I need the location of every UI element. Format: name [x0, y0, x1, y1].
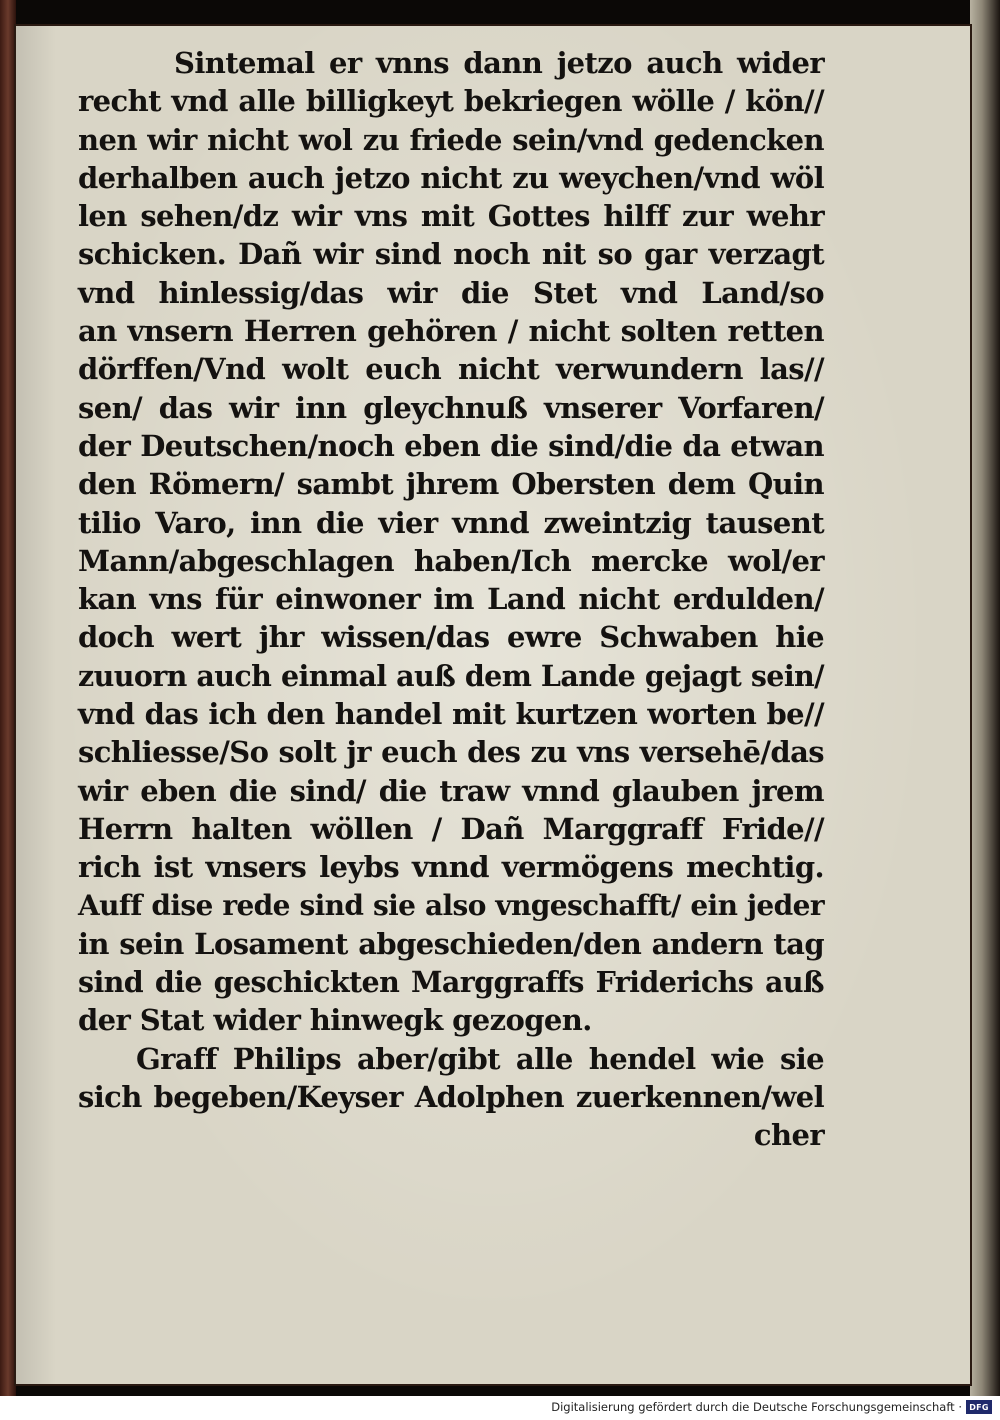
text-line: rich ist vnsers leybs vnnd vermögens mechtig. — [78, 850, 824, 885]
page-edge — [970, 0, 1000, 1396]
text-line: der Stat wider hinwegk gezogen. — [78, 1003, 592, 1038]
text-line: Graff Philips aber/gibt alle hendel wie sie — [136, 1041, 824, 1076]
text-line: Sintemal er vnns dann jetzo auch wider — [174, 46, 824, 80]
text-line: wir eben die sind/ die traw vnnd glauben jrem — [78, 773, 824, 808]
text-line: der Deutschen/noch eben die sind/die da etwan — [78, 428, 824, 463]
text-line: sich begeben/Keyser Adolphen zuerkennen/wel — [78, 1080, 824, 1115]
digitization-footer — [0, 1396, 1000, 1420]
text-line: vnd das ich den handel mit kurtzen worten be// — [78, 697, 824, 732]
book-spine — [0, 0, 16, 1396]
text-line: len sehen/dz wir vns mit Gottes hilff zur wehr — [78, 199, 824, 234]
text-line: dörffen/Vnd wolt euch nicht verwundern las// — [78, 352, 824, 387]
text-line: sen/ das wir inn gleychnuß vnserer Vorfaren/ — [78, 390, 824, 425]
text-line: den Römern/ sambt jhrem Obersten dem Quin — [78, 467, 824, 502]
text-line: schliesse/So solt jr euch des zu vns versehē/das — [78, 735, 824, 770]
text-line: sind die geschickten Marggraffs Friderichs auß — [78, 965, 824, 1000]
funding-credit: Digitalisierung gefördert durch die Deutsche Forschungsgemeinschaft · — [551, 1400, 962, 1414]
text-line: Mann/abgeschlagen haben/Ich mercke wol/er — [78, 543, 824, 578]
dfg-logo-icon: DFG — [966, 1400, 992, 1414]
text-line: nen wir nicht wol zu friede sein/vnd gedencken — [78, 122, 824, 157]
text-line: Herrn halten wöllen / Dañ Marggraff Fride// — [78, 811, 824, 846]
text-line: in sein Losament abgeschieden/den andern tag — [78, 926, 824, 961]
text-line: schicken. Dañ wir sind noch nit so gar verzagt — [78, 237, 824, 272]
text-line: an vnsern Herren gehören / nicht solten retten — [78, 314, 824, 349]
text-line: vnd hinlessig/das wir die Stet vnd Land/so — [78, 275, 824, 310]
text-line: tilio Varo, inn die vier vnnd zweintzig tausent — [78, 505, 824, 540]
text-line: Auff dise rede sind sie also vngeschafft/ ein jeder — [78, 888, 824, 922]
text-block — [78, 44, 824, 1155]
catchword: cher — [753, 1118, 824, 1153]
text-line: kan vns für einwoner im Land nicht erdulden/ — [78, 582, 824, 617]
text-line: doch wert jhr wissen/das ewre Schwaben hie — [78, 620, 824, 655]
text-line: derhalben auch jetzo nicht zu weychen/vnd wöl — [78, 160, 824, 195]
text-line: zuuorn auch einmal auß dem Lande gejagt sein/ — [78, 658, 824, 693]
text-line: recht vnd alle billigkeyt bekriegen wölle / kön// — [78, 84, 824, 119]
